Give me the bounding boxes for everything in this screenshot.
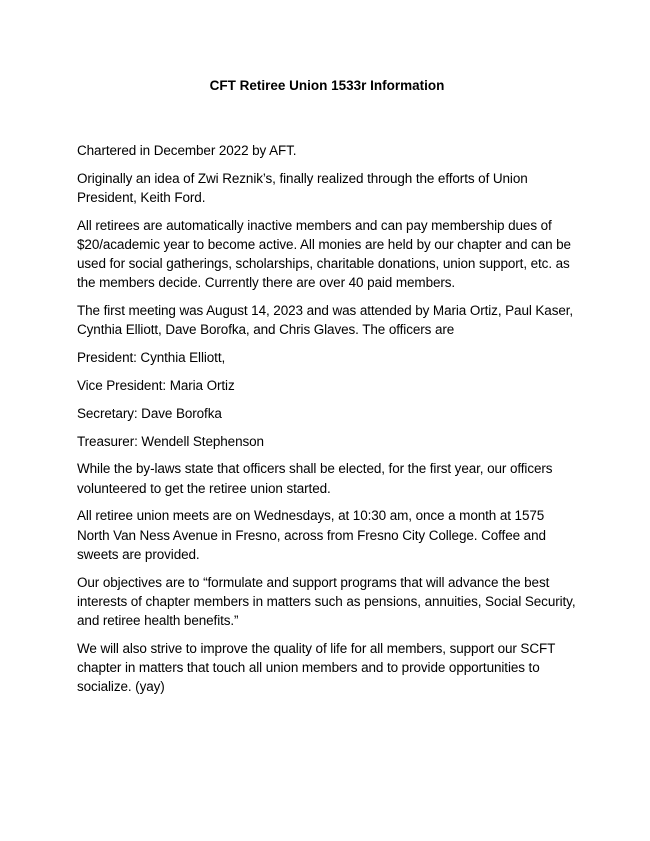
officer-vice-president: Vice President: Maria Ortiz xyxy=(77,378,235,393)
officer-president: President: Cynthia Elliott, xyxy=(77,350,226,366)
paragraph-chartered: Chartered in December 2022 by AFT. xyxy=(77,143,297,158)
paragraph-first-meeting: The first meeting was August 14, 2023 and was attended by Maria Ortiz, Paul Kaser, Cynthia Elliott, Dave Borofka, and Chris Glaves. The officers are xyxy=(77,303,574,338)
paragraph-objectives: Our objectives are to “formulate and support programs that will advance the best interests of chapter members in matters such as pensions, annuities, Social Security, and retiree health benefits.” xyxy=(77,574,576,628)
paragraph-membership: All retirees are automatically inactive members and can pay membership dues of $20/academic year to become active. All monies are held by our chapter and can be used for social gatherings, scholarships, charitable donations, union support, etc. as the members decide. Currently there are over 40 paid members. xyxy=(77,217,571,291)
officer-secretary: Secretary: Dave Borofka xyxy=(77,405,222,421)
paragraph-quality-of-life: We will also strive to improve the quality of life for all members, support our SCFT chapter in matters that touch all union members and to provide opportunities to socialize. (yay) xyxy=(77,640,556,695)
paragraph-bylaws: While the by-laws state that officers shall be elected, for the first year, our officers volunteered to get the retiree union started. xyxy=(77,461,553,496)
document-title: CFT Retiree Union 1533r Information xyxy=(209,78,445,93)
officer-treasurer: Treasurer: Wendell Stephenson xyxy=(77,433,264,449)
paragraph-meetings: All retiree union meets are on Wednesdays, at 10:30 am, once a month at 1575 North Van Ness Avenue in Fresno, across from Fresno City College. Coffee and sweets are provided. xyxy=(77,508,546,562)
paragraph-origin: Originally an idea of Zwi Reznik’s, finally realized through the efforts of Union President, Keith Ford. xyxy=(77,170,528,205)
document-page xyxy=(77,76,577,705)
